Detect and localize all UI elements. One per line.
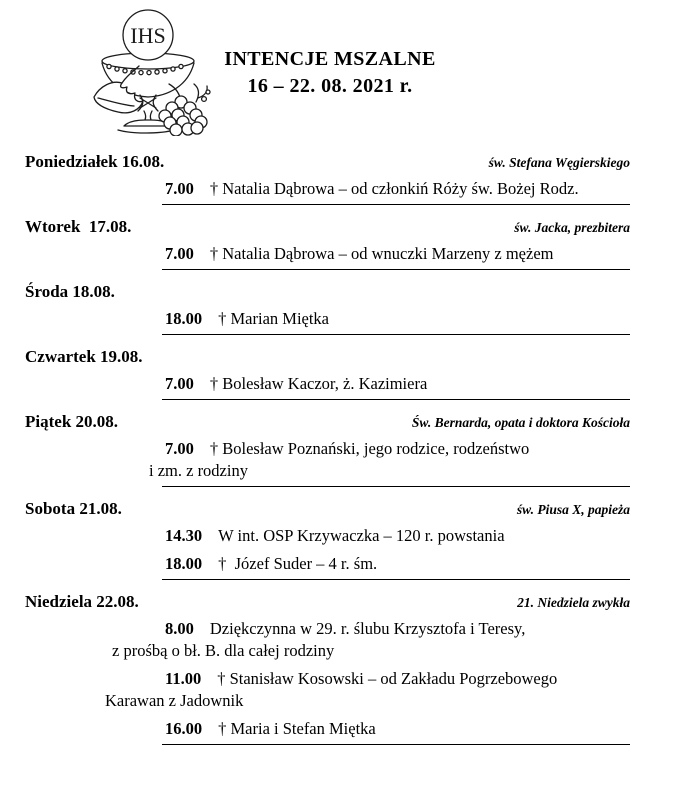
mass-time: 11.00: [165, 669, 202, 688]
feast-label: św. Jacka, prezbitera: [514, 220, 630, 235]
mass-intention: † Bolesław Kaczor, ż. Kazimiera: [209, 374, 428, 393]
chalice-ihs-emblem: [84, 2, 216, 136]
feast-label: św. Piusa X, papieża: [516, 502, 630, 517]
mass-entry: [0, 308, 676, 330]
feast-label: 21. Niedziela zwykła: [517, 595, 630, 610]
mass-entry: [0, 243, 676, 265]
mass-entry: [0, 618, 676, 662]
day-separator-rule: [162, 204, 630, 205]
mass-line: [165, 243, 630, 265]
day-name: Czwartek 19.08.: [25, 347, 143, 366]
day-name: Środa 18.08.: [25, 282, 115, 301]
mass-time: 7.00: [165, 374, 194, 393]
title-block: [222, 46, 438, 100]
mass-entry: [0, 553, 676, 575]
mass-intention: W int. OSP Krzywaczka – 120 r. powstania: [218, 526, 505, 545]
day-separator-rule: [162, 334, 630, 335]
day-name: Wtorek 17.08.: [25, 217, 132, 236]
day-header: [25, 499, 630, 519]
day-group: [0, 217, 676, 270]
mass-entry: [0, 668, 676, 712]
mass-intention-continued: Karawan z Jadownik: [105, 691, 244, 710]
day-header: [25, 217, 630, 237]
mass-time: 7.00: [165, 179, 194, 198]
mass-line: [165, 178, 630, 200]
mass-line: [165, 438, 630, 460]
mass-line: [165, 373, 630, 395]
mass-time: 7.00: [165, 244, 194, 263]
mass-line: [165, 668, 630, 690]
chalice-stem-icon: [138, 95, 158, 120]
mass-time: 18.00: [165, 309, 203, 328]
feast-label: św. Stefana Węgierskiego: [488, 155, 630, 170]
mass-line: [165, 553, 630, 575]
day-name: Poniedziałek 16.08.: [25, 152, 165, 171]
mass-intention: † Natalia Dąbrowa – od członkiń Róży św. Bożej Rodz.: [209, 179, 579, 198]
mass-intention: † Maria i Stefan Miętka: [218, 719, 376, 738]
day-group: [0, 282, 676, 335]
day-name: Niedziela 22.08.: [25, 592, 139, 611]
day-separator-rule: [162, 744, 630, 745]
day-group: [0, 592, 676, 745]
day-separator-rule: [162, 579, 630, 580]
day-header: [25, 347, 630, 367]
day-group: [0, 347, 676, 400]
day-header: [25, 412, 630, 432]
mass-time: 7.00: [165, 439, 194, 458]
mass-line: [165, 718, 630, 740]
mass-time: 18.00: [165, 554, 203, 573]
mass-line: [165, 525, 630, 547]
day-group: [0, 412, 676, 487]
mass-intention: † Stanisław Kosowski – od Zakładu Pogrzebowego: [217, 669, 558, 688]
mass-entry: [0, 373, 676, 395]
day-header: [25, 282, 630, 302]
ihs-monogram: IHS: [130, 23, 166, 48]
document-title: INTENCJE MSZALNE: [224, 48, 436, 70]
day-separator-rule: [162, 399, 630, 400]
mass-intention: Dziękczynna w 29. r. ślubu Krzysztofa i Teresy,: [209, 619, 526, 638]
mass-time: 16.00: [165, 719, 203, 738]
day-header: [25, 592, 630, 612]
day-group: [0, 152, 676, 205]
grapes-icon: [159, 96, 207, 136]
mass-entry: [0, 178, 676, 200]
mass-intention: † Natalia Dąbrowa – od wnuczki Marzeny z mężem: [209, 244, 554, 263]
mass-time: 14.30: [165, 526, 203, 545]
mass-line: [165, 618, 630, 640]
schedule: [0, 152, 676, 745]
feast-label: Św. Bernarda, opata i doktora Kościoła: [411, 415, 630, 430]
mass-entry: [0, 718, 676, 740]
mass-intention: † Józef Suder – 4 r. śm.: [218, 554, 378, 573]
mass-line: [165, 308, 630, 330]
day-separator-rule: [162, 486, 630, 487]
day-name: Piątek 20.08.: [25, 412, 119, 431]
mass-intention-continued: z prośbą o bł. B. dla całej rodziny: [112, 641, 335, 660]
mass-intention: † Marian Miętka: [218, 309, 330, 328]
mass-entry: [0, 438, 676, 482]
day-name: Sobota 21.08.: [25, 499, 122, 518]
mass-entry: [0, 525, 676, 547]
mass-time: 8.00: [165, 619, 194, 638]
mass-intention: † Bolesław Poznański, jego rodzice, rodzeństwo: [209, 439, 530, 458]
day-group: [0, 499, 676, 580]
day-header: [25, 152, 630, 172]
document-date-range: 16 – 22. 08. 2021 r.: [247, 75, 413, 97]
document-header: [0, 0, 676, 140]
mass-intention-continued: i zm. z rodziny: [149, 461, 248, 480]
day-separator-rule: [162, 269, 630, 270]
